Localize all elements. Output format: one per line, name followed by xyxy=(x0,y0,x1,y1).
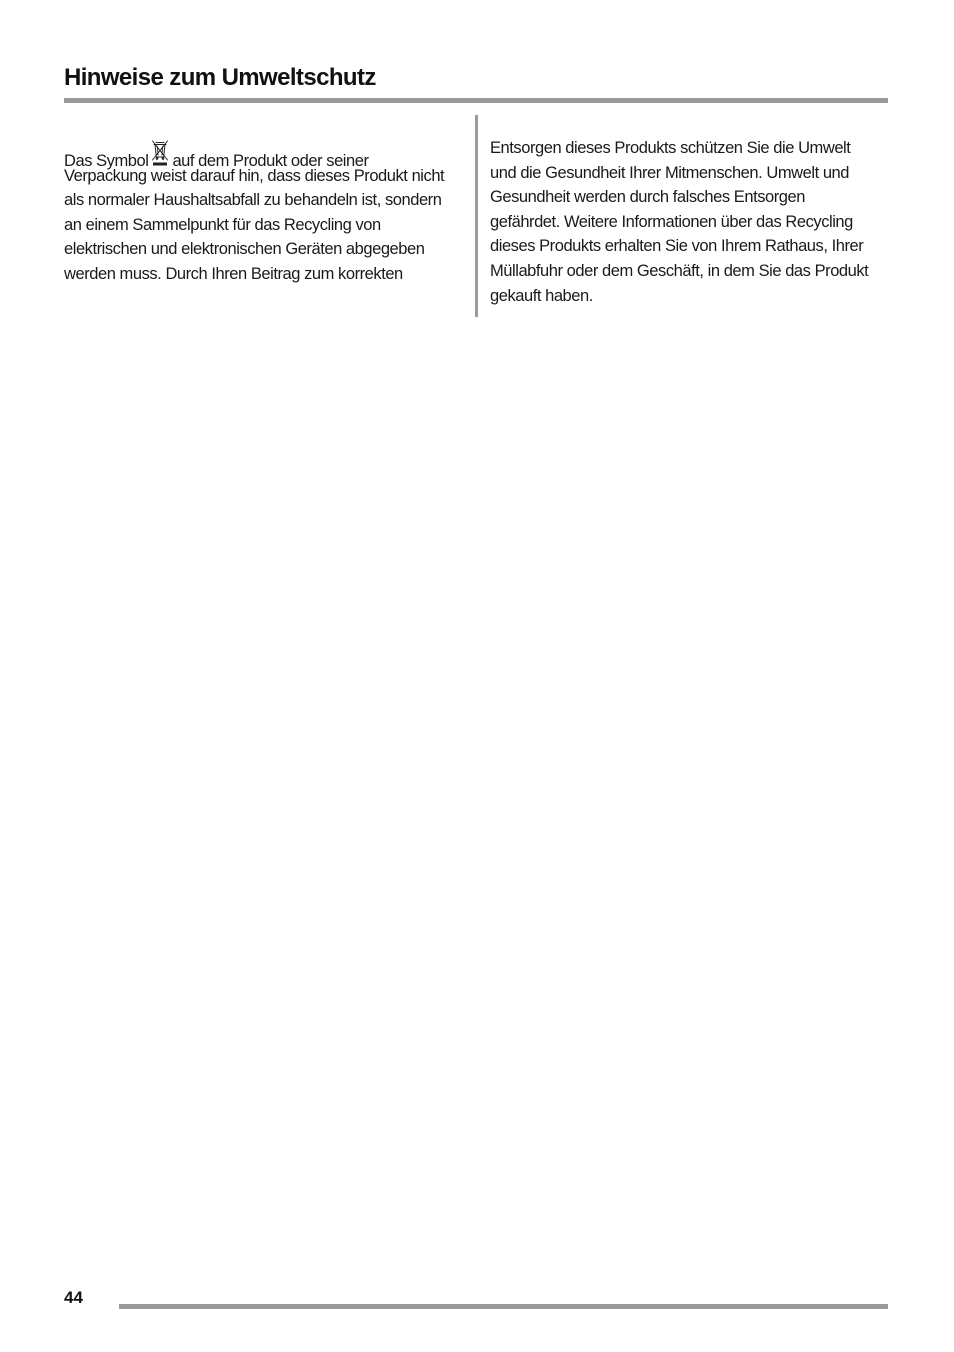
left-line-1-before-icon: Das Symbol xyxy=(64,152,149,170)
left-line-1-after-icon: auf dem Produkt oder seiner xyxy=(172,152,369,170)
left-line-4: an einem Sammelpunkt für das Recycling von xyxy=(64,215,381,234)
left-line-1 xyxy=(64,139,468,170)
section-heading: Hinweise zum Umweltschutz xyxy=(64,64,376,91)
left-line-5: elektrischen und elektronischen Geräten abgegeben xyxy=(64,240,425,259)
left-line-6: werden muss. Durch Ihren Beitrag zum korrekten xyxy=(64,264,403,283)
heading-rule xyxy=(64,98,888,103)
column-divider xyxy=(475,115,478,317)
right-line-4: gefährdet. Weitere Informationen über das Recycling xyxy=(490,212,853,231)
left-text-column xyxy=(64,139,468,287)
right-line-1: Entsorgen dieses Produkts schützen Sie die Umwelt xyxy=(490,139,851,157)
right-line-6: Müllabfuhr oder dem Geschäft, in dem Sie das Produkt xyxy=(490,261,869,280)
right-line-5: dieses Produkts erhalten Sie von Ihrem Rathaus, Ihrer xyxy=(490,237,864,256)
page-number: 44 xyxy=(64,1288,83,1307)
left-line-2: Verpackung weist darauf hin, dass dieses Produkt nicht xyxy=(64,166,445,185)
right-line-7: gekauft haben. xyxy=(490,286,593,305)
footer-rule xyxy=(119,1304,888,1309)
right-line-3: Gesundheit werden durch falsches Entsorgen xyxy=(490,188,805,207)
right-line-2: und die Gesundheit Ihrer Mitmenschen. Umwelt und xyxy=(490,163,850,182)
right-text-column xyxy=(490,136,890,308)
left-line-3: als normaler Haushaltsabfall zu behandeln ist, sondern xyxy=(64,191,442,210)
